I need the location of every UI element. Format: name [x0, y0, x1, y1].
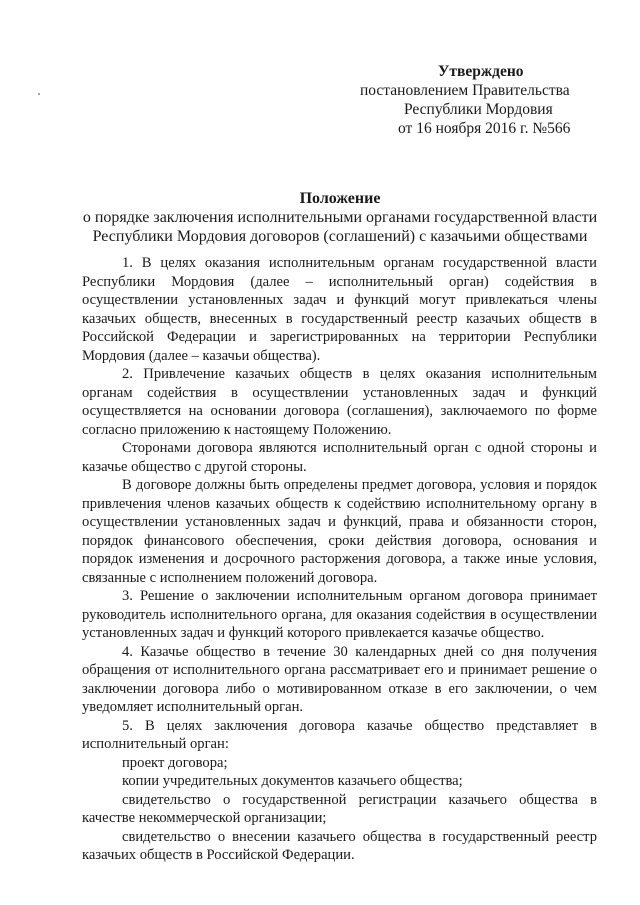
title-sub-line-2: Республики Мордовия договоров (соглашений) с казачьими обществами: [92, 228, 588, 245]
list-item-registry-cert: свидетельство о внесении казачьего общества в государственный реестр казачьих обществ в Российской Федерации.: [82, 828, 597, 863]
paragraph-2: 2. Привлечение казачьих обществ в целях оказания исполнительным органам содействия в осуществлении установленных задач и функций осуществляется на основании договора (соглашения), заключаемого по форме согласно приложению к настоящему Положению.: [82, 366, 597, 438]
approval-line-date: от 16 ноября 2016 г. №566: [398, 120, 571, 137]
paragraph-5: 5. В целях заключения договора казачье общество представляет в исполнительный орган:: [82, 717, 597, 752]
paragraph-3: 3. Решение о заключении исполнительным органом договора принимает руководитель исполнительного органа, для оказания содействия в осуществлении установленных задач и функций которого привлекается казачье общество.: [82, 588, 597, 641]
paragraph-contract-terms: В договоре должны быть определены предмет договора, условия и порядок привлечения членов казачьих обществ к содействию исполнительному органу в осуществлении установленных задач и функций, права и обязанности сторон, порядок финансового обеспечения, сроки действия договора, основания и порядок изменения и досрочного расторжения договора, а также иные условия, связанные с исполнением положений договора.: [82, 477, 597, 586]
title-sub-line-1: о порядке заключения исполнительными органами государственной власти: [82, 209, 598, 226]
approval-line-decree: постановлением Правительства: [360, 82, 570, 99]
paragraph-4: 4. Казачье общество в течение 30 календарных дней со дня получения обращения от исполнительного органа рассматривает его и принимает решение о заключении договора либо о мотивированном отказе в его заключении, о чем уведомляет исполнительный орган.: [82, 643, 597, 715]
list-item-registration-cert: свидетельство о государственной регистрации казачьего общества в качестве некоммерческой организации;: [82, 791, 597, 826]
paragraph-parties: Сторонами договора являются исполнительный орган с одной стороны и казачье общество с другой стороны.: [82, 440, 597, 475]
scan-speck: [38, 93, 40, 95]
document-title: [80, 189, 600, 246]
document-body: [82, 254, 597, 865]
approval-stamp: [360, 62, 600, 138]
list-item-draft: проект договора;: [122, 754, 228, 771]
title-main: Положение: [299, 190, 381, 207]
paragraph-1: 1. В целях оказания исполнительным органам государственной власти Республики Мордовия (далее – исполнительный орган) содействия в осуществлении установленных задач и функций могут привлекаться члены казачьих обществ, внесенных в государственный реестр казачьих обществ в Российской Федерации и зарегистрированных на территории Республики Мордовия (далее – казачьи общества).: [82, 255, 597, 364]
approval-line-republic: Республики Мордовия: [404, 101, 553, 118]
approval-heading: Утверждено: [438, 63, 524, 80]
list-item-founding-docs: копии учредительных документов казачьего общества;: [122, 773, 463, 789]
